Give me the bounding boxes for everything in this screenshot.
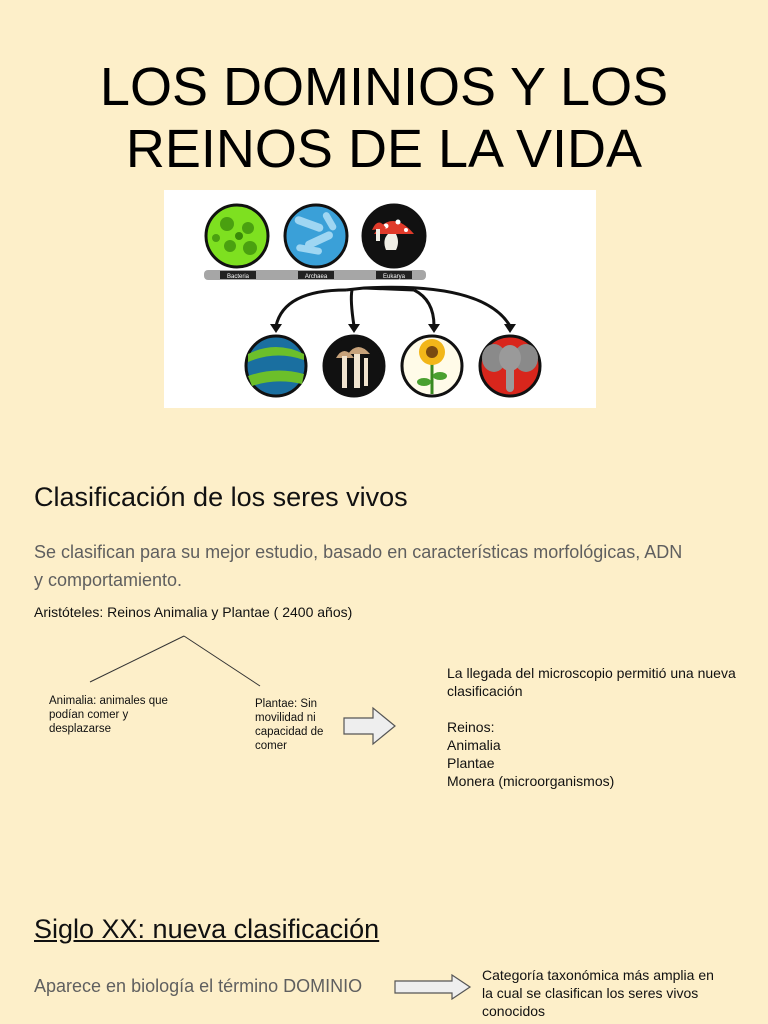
animalia-note: Animalia: animales que podían comer y desplazarse <box>49 695 168 735</box>
title-line-2: REINOS DE LA VIDA <box>125 119 643 179</box>
microscope-block <box>447 664 765 790</box>
dominio-lead: Aparece en biología el término DOMINIO <box>34 976 363 996</box>
right-arrow-icon <box>394 974 472 1000</box>
lead-line-1: Se clasifican para su mejor estudio, basado en características morfológicas, ADN <box>34 542 683 562</box>
label-bacteria: Bacteria <box>226 274 250 280</box>
label-eukarya: Eukarya <box>382 274 406 280</box>
eukarya-icon <box>363 205 425 267</box>
mushroom-icon <box>324 336 384 396</box>
dominio-definition: Categoría taxonómica más amplia en la cual se clasifican los seres vivos conocidos <box>482 967 714 1019</box>
right-arrow-icon <box>343 706 397 746</box>
plantae-note: Plantae: Sin movilidad ni capacidad de comer <box>255 698 324 752</box>
algae-icon <box>246 336 306 396</box>
archaea-icon <box>285 205 347 267</box>
kingdoms-heading: Reinos: <box>447 719 495 735</box>
kingdom-item: Animalia <box>447 737 501 753</box>
branch-arrows <box>276 287 510 326</box>
lead-line-2: y comportamiento. <box>34 570 183 590</box>
bacteria-icon <box>206 205 268 267</box>
microscope-note: La llegada del microscopio permitió una nueva clasificación <box>447 665 736 699</box>
title-line-1: LOS DOMINIOS Y LOS <box>99 57 669 117</box>
sunflower-icon <box>402 336 462 396</box>
section-heading-classification: Clasificación de los seres vivos <box>34 482 408 512</box>
kingdom-item: Plantae <box>447 755 495 771</box>
section-heading-siglo-xx: Siglo XX: nueva clasificación <box>34 914 380 944</box>
elephant-icon <box>480 336 540 396</box>
domains-kingdoms-figure <box>164 190 596 408</box>
domains-kingdoms-diagram <box>164 190 596 408</box>
label-archaea: Archaea <box>304 274 328 280</box>
page-title <box>0 56 768 180</box>
kingdom-item: Monera (microorganismos) <box>447 773 615 789</box>
aristotle-note: Aristóteles: Reinos Animalia y Plantae ( 2400 años) <box>34 604 353 620</box>
section-lead-text <box>34 538 754 594</box>
aristotle-branch-lines <box>80 630 280 700</box>
